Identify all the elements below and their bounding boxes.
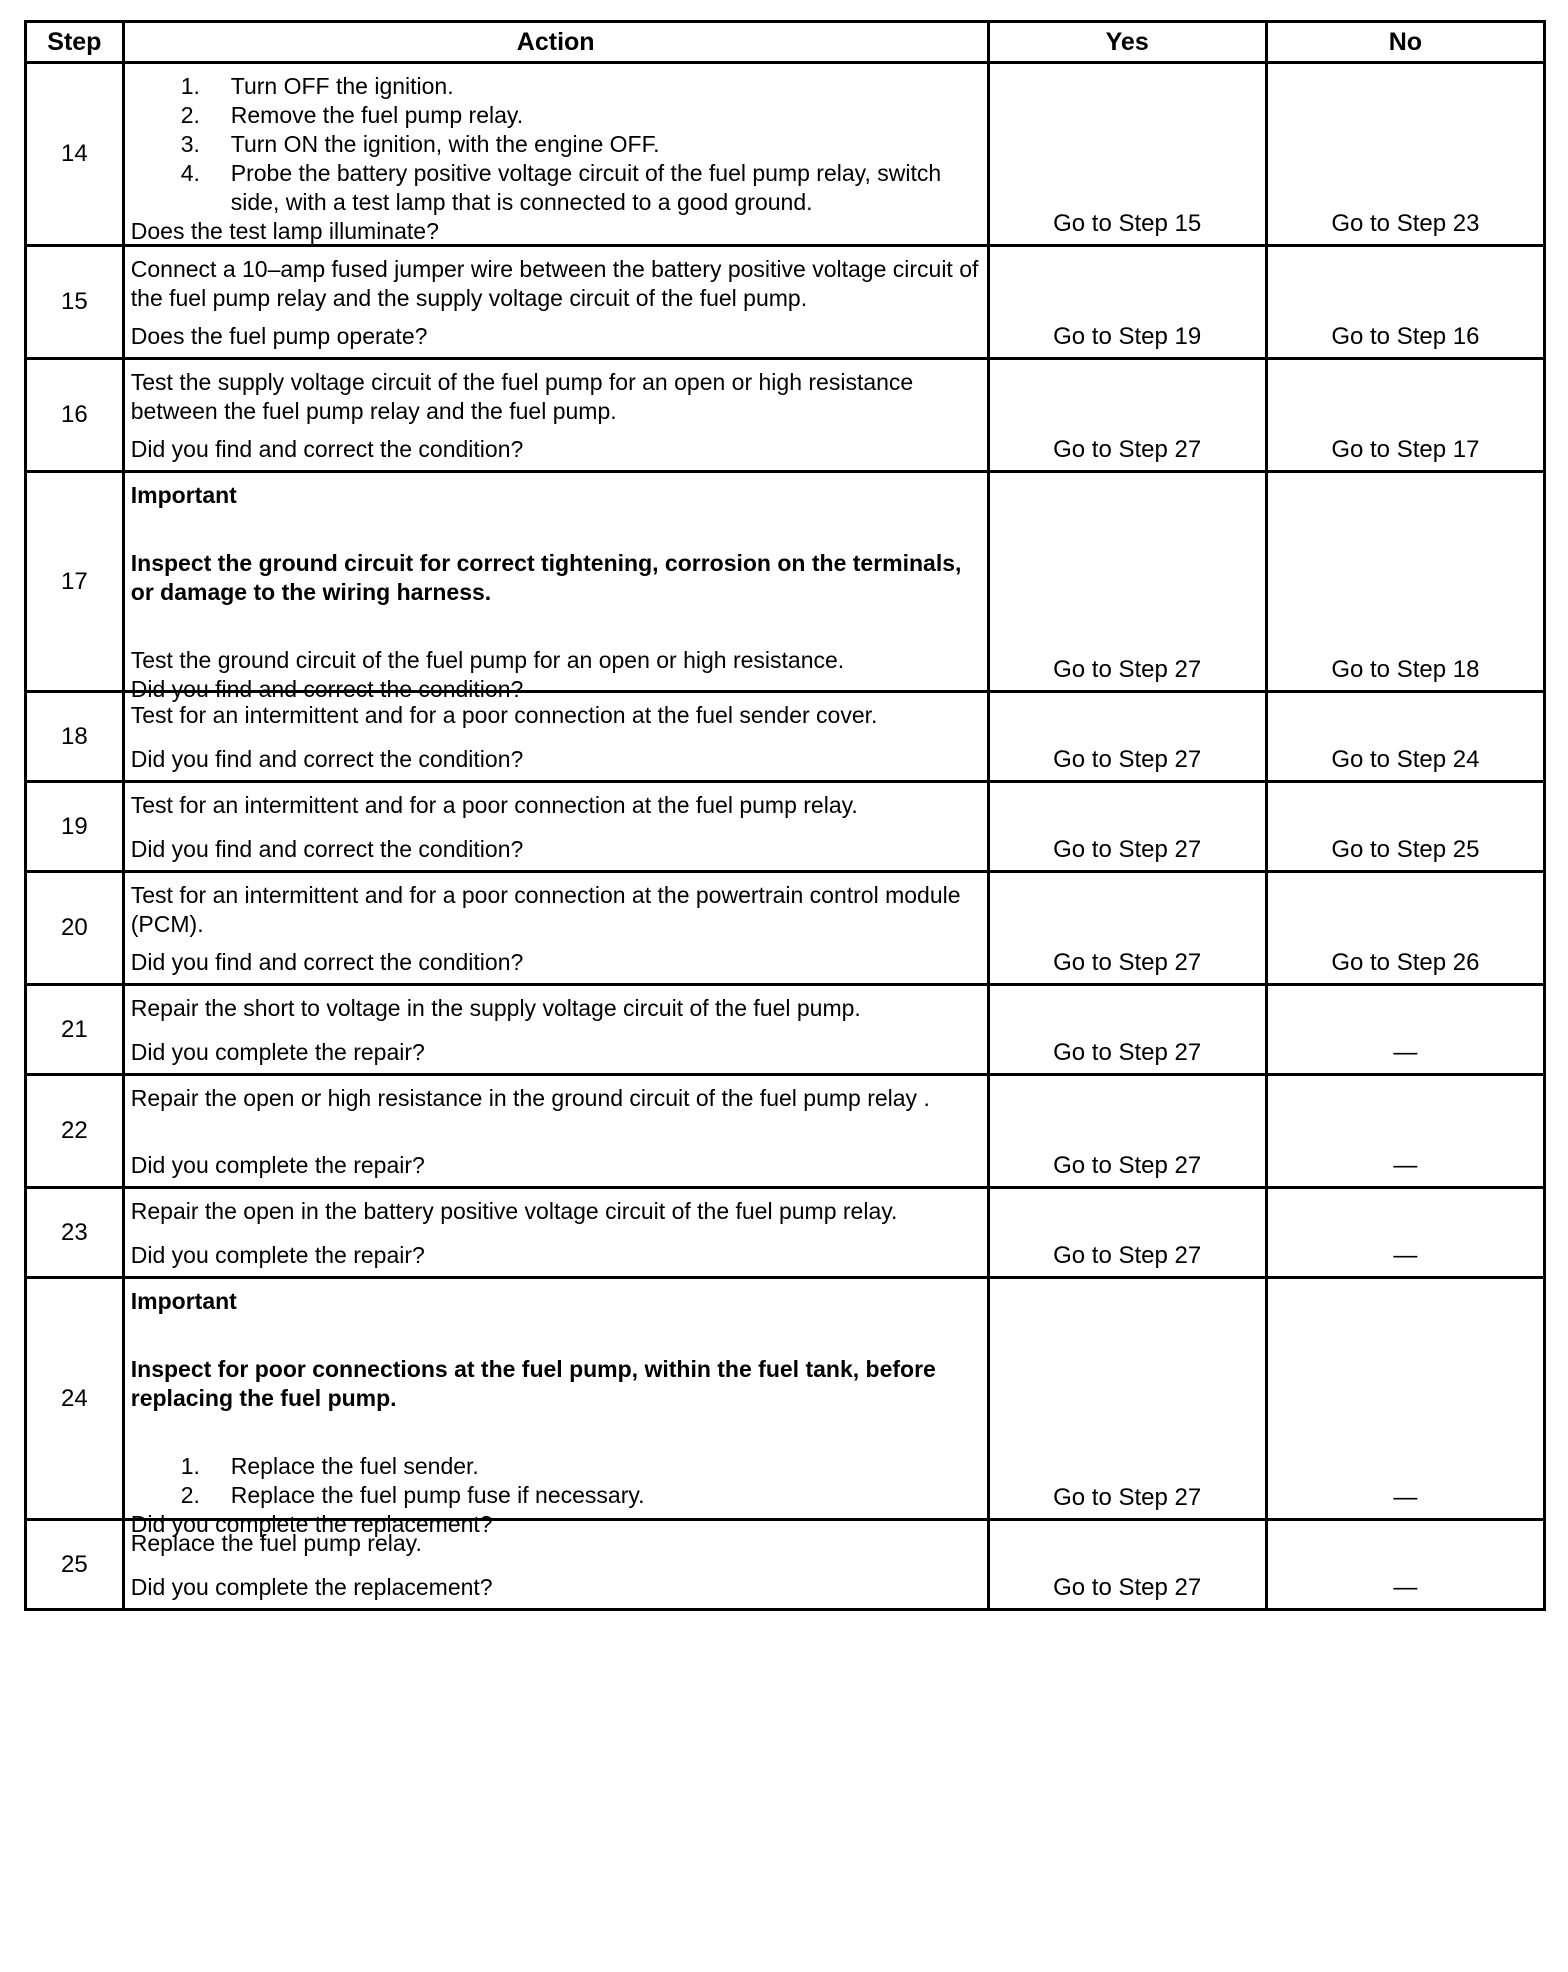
action-content bbox=[131, 881, 981, 977]
list-item-text: Replace the fuel sender. bbox=[230, 1453, 479, 1479]
list-item-number: 1. bbox=[180, 1453, 200, 1479]
yes-result: Go to Step 27 bbox=[988, 692, 1266, 782]
list-item-number: 2. bbox=[180, 102, 200, 128]
action-content bbox=[131, 368, 981, 464]
table-row bbox=[26, 63, 1545, 246]
no-result: — bbox=[1266, 1075, 1544, 1188]
action-text: Test for an intermittent and for a poor connection at the powertrain control module (PCM). bbox=[130, 882, 961, 937]
yes-result: Go to Step 27 bbox=[988, 1075, 1266, 1188]
table-row bbox=[26, 472, 1545, 692]
list-item bbox=[131, 1452, 981, 1481]
action-blocks bbox=[131, 72, 981, 217]
action-cell bbox=[123, 359, 988, 472]
action-content bbox=[130, 481, 981, 702]
action-question: Did you complete the replacement? bbox=[130, 1574, 493, 1600]
table-row bbox=[26, 246, 1545, 359]
header-action: Action bbox=[123, 22, 988, 63]
important-heading: Important bbox=[130, 1288, 237, 1314]
yes-result: Go to Step 27 bbox=[988, 782, 1266, 872]
action-blocks bbox=[131, 255, 981, 322]
yes-result: Go to Step 19 bbox=[988, 246, 1266, 359]
list-item-text: Turn OFF the ignition. bbox=[230, 73, 454, 99]
table-row bbox=[26, 1075, 1545, 1188]
yes-result: Go to Step 15 bbox=[988, 63, 1266, 246]
list-item-text: Probe the battery positive voltage circuit of the fuel pump relay, switch side, with a test lamp that is connected to a good ground. bbox=[230, 160, 942, 215]
table-row bbox=[26, 1520, 1545, 1610]
step-number: 22 bbox=[26, 1075, 124, 1188]
list-item bbox=[131, 130, 981, 159]
step-number: 18 bbox=[26, 692, 124, 782]
list-item-number: 3. bbox=[180, 131, 200, 157]
action-content bbox=[130, 1287, 981, 1537]
action-text: Test the ground circuit of the fuel pump for an open or high resistance. bbox=[130, 647, 845, 673]
important-heading: Important bbox=[130, 482, 237, 508]
action-text: Test the supply voltage circuit of the fuel pump for an open or high resistance between the fuel pump relay and the fuel pump. bbox=[130, 369, 914, 424]
action-content bbox=[131, 1197, 981, 1270]
action-question: Did you complete the repair? bbox=[130, 1039, 425, 1065]
list-item-text: Remove the fuel pump relay. bbox=[230, 102, 524, 128]
action-content bbox=[131, 994, 981, 1067]
table-row bbox=[26, 692, 1545, 782]
action-cell bbox=[123, 985, 988, 1075]
table-row bbox=[26, 1278, 1545, 1520]
action-text: Replace the fuel pump relay. bbox=[130, 1530, 422, 1556]
important-note: Inspect for poor connections at the fuel pump, within the fuel tank, before replacing the fuel pump. bbox=[130, 1356, 936, 1411]
step-number: 17 bbox=[26, 472, 124, 692]
table-body bbox=[26, 63, 1545, 1610]
header-row bbox=[26, 22, 1545, 63]
action-question: Did you find and correct the condition? bbox=[130, 676, 524, 702]
action-text: Test for an intermittent and for a poor connection at the fuel pump relay. bbox=[130, 792, 858, 818]
action-content bbox=[130, 72, 981, 244]
yes-result: Go to Step 27 bbox=[988, 1278, 1266, 1520]
step-number: 15 bbox=[26, 246, 124, 359]
action-blocks bbox=[131, 994, 981, 1038]
yes-result: Go to Step 27 bbox=[988, 1520, 1266, 1610]
action-cell bbox=[123, 1075, 988, 1188]
action-question: Did you find and correct the condition? bbox=[130, 949, 524, 975]
yes-result: Go to Step 27 bbox=[988, 1188, 1266, 1278]
action-cell bbox=[123, 472, 988, 702]
action-question: Does the fuel pump operate? bbox=[130, 323, 428, 349]
action-content bbox=[131, 255, 981, 351]
numbered-list bbox=[131, 1452, 981, 1510]
no-result: — bbox=[1266, 1278, 1544, 1520]
no-result: Go to Step 23 bbox=[1266, 63, 1544, 246]
table-row bbox=[26, 872, 1545, 985]
action-cell bbox=[123, 872, 988, 985]
step-number: 24 bbox=[26, 1278, 124, 1520]
header-yes: Yes bbox=[988, 22, 1266, 63]
action-blocks bbox=[131, 701, 981, 745]
action-question: Did you find and correct the condition? bbox=[130, 436, 524, 462]
step-number: 23 bbox=[26, 1188, 124, 1278]
action-cell bbox=[123, 246, 988, 359]
action-text: Connect a 10–amp fused jumper wire between the battery positive voltage circuit of the fuel pump relay and the supply voltage circuit of the fuel pump. bbox=[130, 256, 979, 311]
yes-result: Go to Step 27 bbox=[988, 359, 1266, 472]
action-text: Test for an intermittent and for a poor connection at the fuel sender cover. bbox=[130, 702, 878, 728]
action-cell bbox=[123, 1188, 988, 1278]
action-content bbox=[131, 1084, 981, 1180]
table-row bbox=[26, 782, 1545, 872]
no-result: Go to Step 24 bbox=[1266, 692, 1544, 782]
action-text: Repair the short to voltage in the supply voltage circuit of the fuel pump. bbox=[130, 995, 861, 1021]
no-result: Go to Step 26 bbox=[1266, 872, 1544, 985]
yes-result: Go to Step 27 bbox=[988, 985, 1266, 1075]
action-content bbox=[131, 791, 981, 864]
header-step: Step bbox=[26, 22, 124, 63]
list-item-number: 1. bbox=[180, 73, 200, 99]
block-spacer bbox=[131, 1413, 981, 1452]
list-item-number: 2. bbox=[180, 1482, 200, 1508]
action-question: Did you find and correct the condition? bbox=[130, 836, 524, 862]
block-spacer bbox=[131, 607, 981, 646]
table-header bbox=[26, 22, 1545, 63]
action-question: Did you find and correct the condition? bbox=[130, 746, 524, 772]
action-cell bbox=[123, 692, 988, 782]
numbered-list bbox=[131, 72, 981, 217]
action-question: Does the test lamp illuminate? bbox=[130, 218, 439, 244]
table-row bbox=[26, 1188, 1545, 1278]
no-result: — bbox=[1266, 1188, 1544, 1278]
step-number: 14 bbox=[26, 63, 124, 246]
list-item-text: Turn ON the ignition, with the engine OFF. bbox=[230, 131, 660, 157]
diagnostic-table bbox=[24, 20, 1546, 1611]
no-result: — bbox=[1266, 985, 1544, 1075]
action-blocks bbox=[131, 1084, 981, 1151]
important-note: Inspect the ground circuit for correct tightening, corrosion on the terminals, or damage to the wiring harness. bbox=[130, 550, 962, 605]
action-blocks bbox=[131, 791, 981, 835]
step-number: 21 bbox=[26, 985, 124, 1075]
action-question: Did you complete the repair? bbox=[130, 1242, 425, 1268]
table-row bbox=[26, 985, 1545, 1075]
action-cell bbox=[123, 1520, 988, 1610]
action-blocks bbox=[131, 1197, 981, 1241]
action-blocks bbox=[131, 368, 981, 435]
list-item bbox=[131, 101, 981, 130]
action-cell bbox=[123, 63, 988, 246]
action-content bbox=[131, 1529, 981, 1602]
action-text: Repair the open in the battery positive voltage circuit of the fuel pump relay. bbox=[130, 1198, 898, 1224]
block-spacer bbox=[131, 1316, 981, 1355]
yes-result: Go to Step 27 bbox=[988, 472, 1266, 692]
header-no: No bbox=[1266, 22, 1544, 63]
no-result: Go to Step 18 bbox=[1266, 472, 1544, 692]
no-result: Go to Step 16 bbox=[1266, 246, 1544, 359]
yes-result: Go to Step 27 bbox=[988, 872, 1266, 985]
list-item bbox=[131, 1481, 981, 1510]
action-blocks bbox=[131, 1287, 981, 1510]
action-blocks bbox=[131, 1529, 981, 1573]
step-number: 16 bbox=[26, 359, 124, 472]
action-text: Repair the open or high resistance in the ground circuit of the fuel pump relay . bbox=[130, 1085, 930, 1111]
step-number: 19 bbox=[26, 782, 124, 872]
step-number: 20 bbox=[26, 872, 124, 985]
action-blocks bbox=[131, 881, 981, 948]
list-item-number: 4. bbox=[180, 160, 200, 186]
table-row bbox=[26, 359, 1545, 472]
no-result: Go to Step 17 bbox=[1266, 359, 1544, 472]
no-result: — bbox=[1266, 1520, 1544, 1610]
action-cell bbox=[123, 1278, 988, 1537]
action-cell bbox=[123, 782, 988, 872]
action-content bbox=[131, 701, 981, 774]
action-question: Did you complete the replacement? bbox=[130, 1511, 493, 1537]
step-number: 25 bbox=[26, 1520, 124, 1610]
action-question: Did you complete the repair? bbox=[130, 1152, 425, 1178]
list-item bbox=[131, 159, 981, 217]
no-result: Go to Step 25 bbox=[1266, 782, 1544, 872]
block-spacer bbox=[131, 510, 981, 549]
list-item bbox=[131, 72, 981, 101]
action-blocks bbox=[131, 481, 981, 675]
list-item-text: Replace the fuel pump fuse if necessary. bbox=[230, 1482, 645, 1508]
